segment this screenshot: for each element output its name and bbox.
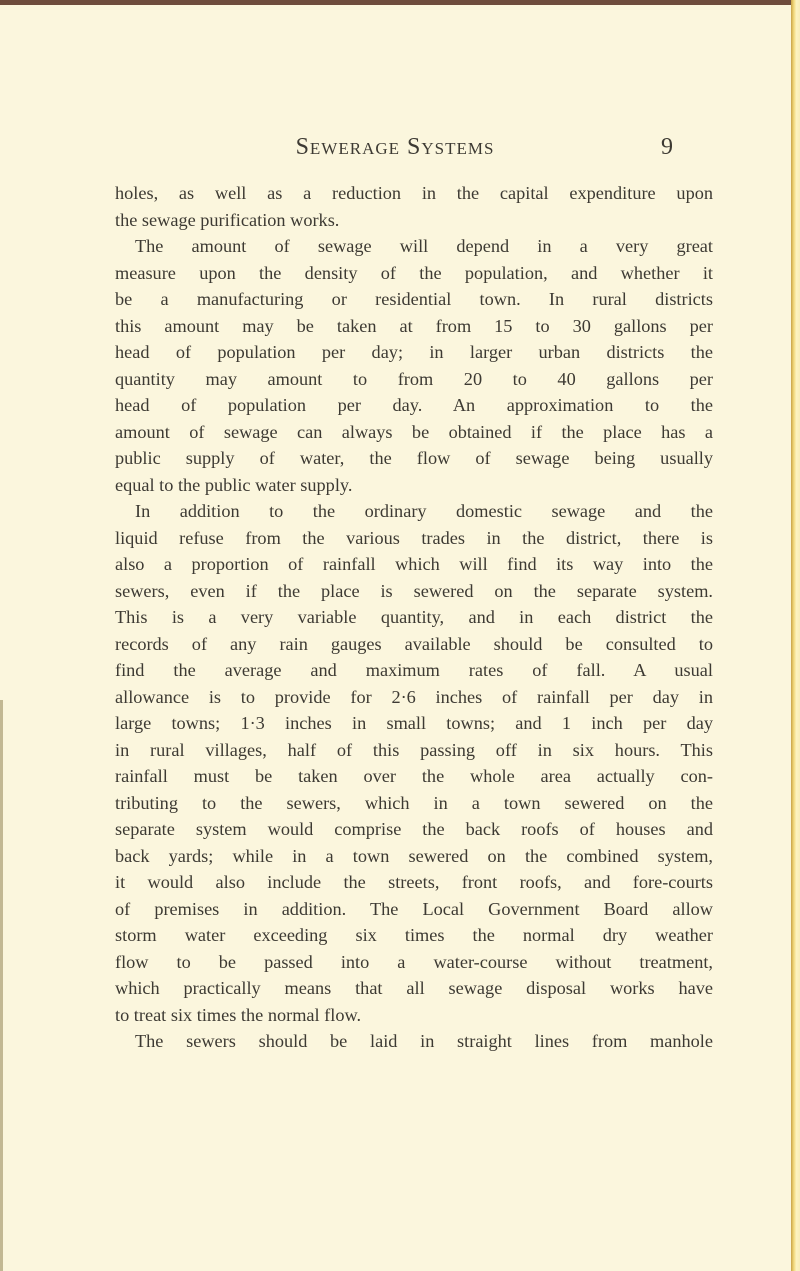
text-line: back yards; while in a town sewered on the combined system, <box>115 845 713 866</box>
running-title: Sewerage Systems <box>295 134 495 160</box>
book-top-edge <box>0 0 792 5</box>
text-line: public supply of water, the flow of sewage being usually <box>115 448 713 468</box>
text-line: which practically means that all sewage disposal works have <box>115 978 713 998</box>
text-line: the sewage purification works. <box>115 209 340 230</box>
text-line: equal to the public water supply. <box>115 474 353 495</box>
text-line: this amount may be taken at from 15 to 30 gallons per <box>115 315 713 336</box>
text-line: be a manufacturing or residential town. In rural districts <box>115 289 713 309</box>
text-line: allowance is to provide for 2·6 inches of rainfall per day in <box>115 686 713 707</box>
text-line: to treat six times the normal flow. <box>115 1004 362 1025</box>
text-line: separate system would comprise the back roofs of houses and <box>115 819 713 839</box>
page-header <box>115 134 713 164</box>
body-text <box>115 180 713 1055</box>
text-line: The amount of sewage will depend in a very great <box>135 236 713 256</box>
text-line: head of population per day. An approximation to the <box>115 395 713 415</box>
text-line: liquid refuse from the various trades in the district, there is <box>115 527 713 548</box>
text-line: sewers, even if the place is sewered on the separate system. <box>115 580 713 601</box>
page-left-edge <box>0 700 3 1271</box>
page-number: 9 <box>661 134 673 160</box>
page-right-edge <box>791 0 800 1271</box>
text-line: amount of sewage can always be obtained if the place has a <box>115 421 713 442</box>
text-line: tributing to the sewers, which in a town sewered on the <box>115 792 713 813</box>
text-line: head of population per day; in larger urban districts the <box>115 342 713 362</box>
text-line: storm water exceeding six times the normal dry weather <box>115 925 713 945</box>
text-line: This is a very variable quantity, and in each district the <box>115 607 713 627</box>
text-line: In addition to the ordinary domestic sewage and the <box>135 501 713 521</box>
text-line: holes, as well as a reduction in the capital expenditure upon <box>115 183 713 203</box>
text-line: of premises in addition. The Local Government Board allow <box>115 898 713 919</box>
text-line: quantity may amount to from 20 to 40 gallons per <box>115 368 713 389</box>
text-line: measure upon the density of the population, and whether it <box>115 262 713 283</box>
text-line: large towns; 1·3 inches in small towns; and 1 inch per day <box>115 713 713 733</box>
text-line: find the average and maximum rates of fall. A usual <box>115 660 713 680</box>
text-line: flow to be passed into a water-course without treatment, <box>115 951 713 972</box>
text-line: in rural villages, half of this passing off in six hours. This <box>115 739 713 760</box>
text-line: The sewers should be laid in straight lines from manhole <box>135 1031 713 1051</box>
text-line: rainfall must be taken over the whole area actually con- <box>115 766 713 786</box>
text-line: it would also include the streets, front roofs, and fore-courts <box>115 872 713 892</box>
text-line: records of any rain gauges available should be consulted to <box>115 633 713 654</box>
text-line: also a proportion of rainfall which will find its way into the <box>115 554 713 574</box>
